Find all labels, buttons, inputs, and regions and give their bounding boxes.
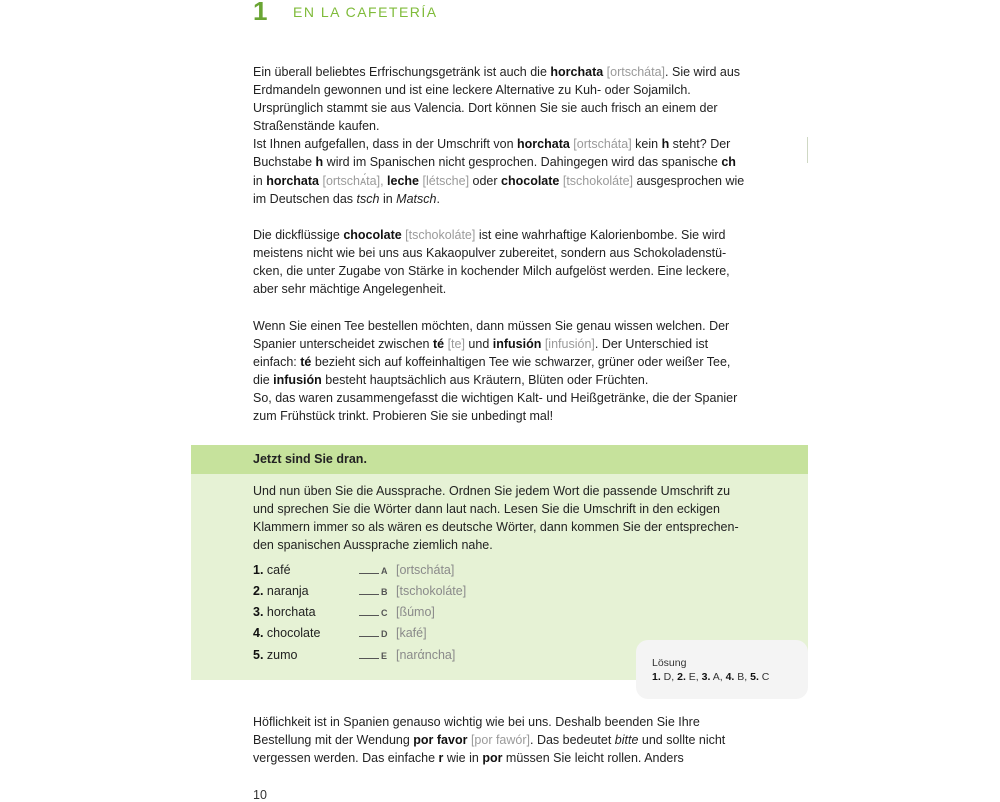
- exercise-heading: Jetzt sind Sie dran.: [253, 452, 367, 466]
- paragraph-horchata: Ein überall beliebtes Erfrischungsgetränk ist auch die horchata [ortscháta]. Sie wird aus Erdmandeln gewonnen und ist eine leckere Alternative zu Kuh- oder Sojamilch. Ursprünglich stammt sie aus Valencia. Dort können Sie sie auch frisch an einem der Straßenstände kaufen. Ist Ihnen aufgefallen, dass in der Umschrift von horchata [ortscháta] kein h steht? Der Buchstabe h wird im Spanischen nicht gesprochen. Dahingegen wird das spanische ch in horchata [ortschᴀ́ta], leche [létsche] oder chocolate [tschokoláte] ausgesprochen wie im Deutschen das tsch in Matsch.: [253, 65, 745, 206]
- exercise-intro: Und nun üben Sie die Aussprache. Ordnen Sie jedem Wort die passende Umschrift zu und sprechen Sie die Wörter dann laut nach. Lesen Sie die Umschrift in den eckigen Klammern immer so als wären es deutsche Wörter, dann kommen Sie der entsprechen-den spanischen Aussprache ziemlich nahe.: [253, 484, 739, 553]
- paragraph-courtesy: Höflichkeit ist in Spanien genauso wichtig wie bei uns. Deshalb beenden Sie Ihre Bestellung mit der Wendung por favor [por fawór]. Das bedeutet bitte und sollte nicht vergessen werden. Das einfache r wie in por müssen Sie leicht rollen. Anders: [253, 715, 726, 766]
- answer-blank[interactable]: [359, 636, 379, 637]
- paragraph-chocolate: Die dickflüssige chocolate [tschokoláte] ist eine wahrhaftige Kalorienbombe. Sie wird meistens nicht wie bei uns aus Kakaopulver zubereitet, sondern aus Schokoladenstü-cken, die unter Zugabe von Stärke in kochender Milch aufgelöst werden. Eine leckere, aber sehr mächtige Angelegenheit.: [253, 228, 730, 297]
- chapter-number: 1: [253, 0, 268, 26]
- solution-box: [636, 640, 808, 699]
- exercise-item-2: 2. naranja B [tschokoláte]: [253, 584, 467, 598]
- solution-answers: 1. D, 2. E, 3. A, 4. B, 5. C: [652, 671, 770, 683]
- paragraph-tea: Wenn Sie einen Tee bestellen möchten, dann müssen Sie genau wissen welchen. Der Spanier unterscheidet zwischen té [te] und infusión [infusión]. Der Unterschied ist einfach: té bezieht sich auf koffeinhaltigen Tee wie schwarzer, grüner oder weißer Tee, die infusión besteht hauptsächlich aus Kräutern, Blüten oder Früchten. So, das waren zusammengefasst die wichtigen Kalt- und Heißgetränke, die der Spanier zum Frühstück trinkt. Probieren Sie sie unbedingt mal!: [253, 319, 738, 424]
- page-number: 10: [253, 788, 267, 802]
- answer-blank[interactable]: [359, 573, 379, 574]
- exercise-header: [191, 445, 808, 474]
- exercise-item-1: 1. café A [ortscháta]: [253, 563, 455, 577]
- answer-blank[interactable]: [359, 658, 379, 659]
- answer-blank[interactable]: [359, 594, 379, 595]
- exercise-item-5: 5. zumo E [narάncha]: [253, 648, 456, 662]
- chapter-title: EN LA CAFETERÍA: [293, 4, 438, 20]
- solution-label: Lösung: [652, 657, 687, 669]
- exercise-item-3: 3. horchata C [ßúmo]: [253, 605, 435, 619]
- margin-divider: [807, 137, 808, 163]
- answer-blank[interactable]: [359, 615, 379, 616]
- exercise-item-4: 4. chocolate D [kafé]: [253, 626, 427, 640]
